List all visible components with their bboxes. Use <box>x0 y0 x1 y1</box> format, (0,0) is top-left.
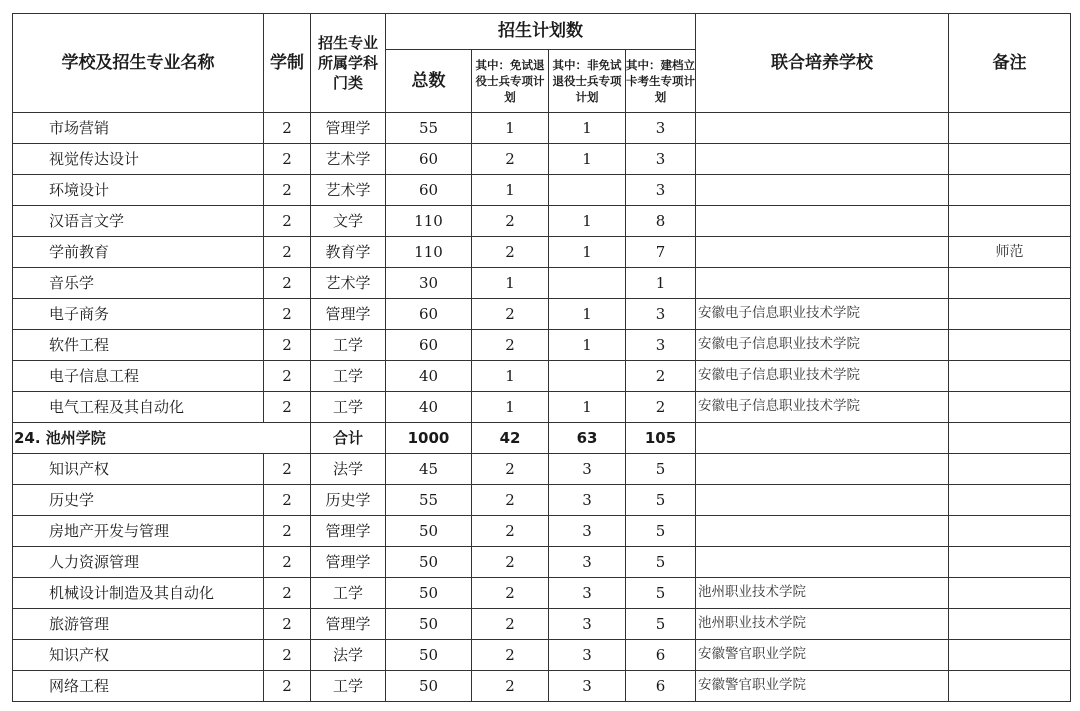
duration: 2 <box>264 330 311 361</box>
category: 管理学 <box>311 516 386 547</box>
partner-school: 池州职业技术学院 <box>696 578 949 609</box>
exempt-veteran: 2 <box>472 299 549 330</box>
nonexempt-veteran: 3 <box>549 485 626 516</box>
table-row <box>13 671 1071 702</box>
poverty: 5 <box>626 547 696 578</box>
exempt-veteran: 1 <box>472 361 549 392</box>
duration: 2 <box>264 113 311 144</box>
poverty: 6 <box>626 671 696 702</box>
note <box>949 206 1071 237</box>
major-name: 视觉传达设计 <box>13 144 264 175</box>
category: 历史学 <box>311 485 386 516</box>
nonexempt-veteran: 3 <box>549 640 626 671</box>
duration: 2 <box>264 299 311 330</box>
header-name: 学校及招生专业名称 <box>13 14 264 113</box>
note <box>949 516 1071 547</box>
exempt-veteran: 2 <box>472 144 549 175</box>
table-row <box>13 609 1071 640</box>
table-row <box>13 237 1071 268</box>
poverty: 3 <box>626 113 696 144</box>
duration: 2 <box>264 175 311 206</box>
major-name: 知识产权 <box>13 454 264 485</box>
nonexempt-veteran <box>549 361 626 392</box>
note <box>949 671 1071 702</box>
partner-school: 安徽电子信息职业技术学院 <box>696 392 949 423</box>
header-partner: 联合培养学校 <box>696 14 949 113</box>
table-row <box>13 578 1071 609</box>
partner-school <box>696 454 949 485</box>
header-category: 招生专业所属学科门类 <box>311 14 386 113</box>
note <box>949 175 1071 206</box>
note <box>949 392 1071 423</box>
category: 艺术学 <box>311 268 386 299</box>
duration: 2 <box>264 268 311 299</box>
duration: 2 <box>264 206 311 237</box>
table-row <box>13 330 1071 361</box>
table-header <box>13 14 1071 113</box>
table-row <box>13 454 1071 485</box>
partner-school <box>696 237 949 268</box>
header-poverty: 其中：建档立卡考生专项计划 <box>626 50 696 113</box>
category: 管理学 <box>311 547 386 578</box>
duration: 2 <box>264 392 311 423</box>
major-name: 人力资源管理 <box>13 547 264 578</box>
partner-school: 池州职业技术学院 <box>696 609 949 640</box>
total: 45 <box>386 454 472 485</box>
category: 艺术学 <box>311 144 386 175</box>
partner-school: 安徽电子信息职业技术学院 <box>696 330 949 361</box>
note <box>949 144 1071 175</box>
duration: 2 <box>264 454 311 485</box>
table-row <box>13 516 1071 547</box>
poverty: 3 <box>626 330 696 361</box>
category: 工学 <box>311 671 386 702</box>
nonexempt-veteran: 1 <box>549 206 626 237</box>
major-name: 市场营销 <box>13 113 264 144</box>
duration: 2 <box>264 578 311 609</box>
poverty: 5 <box>626 454 696 485</box>
school-name: 24. 池州学院 <box>13 423 311 454</box>
major-name: 软件工程 <box>13 330 264 361</box>
poverty: 5 <box>626 609 696 640</box>
total: 110 <box>386 206 472 237</box>
note <box>949 268 1071 299</box>
duration: 2 <box>264 361 311 392</box>
total: 30 <box>386 268 472 299</box>
partner-school: 安徽警官职业学院 <box>696 640 949 671</box>
nonexempt-veteran: 3 <box>549 609 626 640</box>
header-note: 备注 <box>949 14 1071 113</box>
total: 50 <box>386 516 472 547</box>
major-name: 旅游管理 <box>13 609 264 640</box>
nonexempt-veteran: 3 <box>549 516 626 547</box>
table-row <box>13 392 1071 423</box>
major-name: 知识产权 <box>13 640 264 671</box>
exempt-veteran: 2 <box>472 485 549 516</box>
partner-school <box>696 516 949 547</box>
duration: 2 <box>264 547 311 578</box>
note <box>949 361 1071 392</box>
category: 工学 <box>311 392 386 423</box>
category: 管理学 <box>311 609 386 640</box>
category: 法学 <box>311 640 386 671</box>
total: 110 <box>386 237 472 268</box>
exempt-veteran: 2 <box>472 516 549 547</box>
major-name: 机械设计制造及其自动化 <box>13 578 264 609</box>
note <box>949 330 1071 361</box>
exempt-veteran: 2 <box>472 578 549 609</box>
note: 师范 <box>949 237 1071 268</box>
total: 60 <box>386 144 472 175</box>
table-row <box>13 206 1071 237</box>
category: 艺术学 <box>311 175 386 206</box>
school-nonexempt: 63 <box>549 423 626 454</box>
partner-school: 安徽电子信息职业技术学院 <box>696 361 949 392</box>
major-name: 汉语言文学 <box>13 206 264 237</box>
category: 工学 <box>311 330 386 361</box>
school-note <box>949 423 1071 454</box>
poverty: 6 <box>626 640 696 671</box>
exempt-veteran: 2 <box>472 330 549 361</box>
poverty: 5 <box>626 578 696 609</box>
major-name: 网络工程 <box>13 671 264 702</box>
nonexempt-veteran: 3 <box>549 578 626 609</box>
table-row <box>13 299 1071 330</box>
partner-school <box>696 547 949 578</box>
table-row <box>13 144 1071 175</box>
nonexempt-veteran: 3 <box>549 547 626 578</box>
total: 40 <box>386 392 472 423</box>
table-body <box>13 113 1071 702</box>
nonexempt-veteran: 1 <box>549 330 626 361</box>
total: 50 <box>386 578 472 609</box>
note <box>949 299 1071 330</box>
duration: 2 <box>264 640 311 671</box>
school-total-row <box>13 423 1071 454</box>
category: 工学 <box>311 361 386 392</box>
poverty: 3 <box>626 144 696 175</box>
header-total: 总数 <box>386 50 472 113</box>
table-row <box>13 113 1071 144</box>
school-total: 1000 <box>386 423 472 454</box>
category: 管理学 <box>311 113 386 144</box>
poverty: 3 <box>626 299 696 330</box>
nonexempt-veteran: 1 <box>549 392 626 423</box>
table-row <box>13 547 1071 578</box>
poverty: 2 <box>626 392 696 423</box>
exempt-veteran: 1 <box>472 268 549 299</box>
total: 60 <box>386 175 472 206</box>
duration: 2 <box>264 516 311 547</box>
nonexempt-veteran <box>549 268 626 299</box>
total: 50 <box>386 609 472 640</box>
major-name: 音乐学 <box>13 268 264 299</box>
duration: 2 <box>264 671 311 702</box>
poverty: 2 <box>626 361 696 392</box>
category: 文学 <box>311 206 386 237</box>
category: 管理学 <box>311 299 386 330</box>
partner-school: 安徽警官职业学院 <box>696 671 949 702</box>
nonexempt-veteran: 3 <box>549 671 626 702</box>
total: 60 <box>386 299 472 330</box>
nonexempt-veteran: 1 <box>549 113 626 144</box>
total: 50 <box>386 671 472 702</box>
duration: 2 <box>264 485 311 516</box>
partner-school <box>696 113 949 144</box>
category: 法学 <box>311 454 386 485</box>
note <box>949 113 1071 144</box>
exempt-veteran: 1 <box>472 175 549 206</box>
poverty: 1 <box>626 268 696 299</box>
duration: 2 <box>264 144 311 175</box>
table-row <box>13 640 1071 671</box>
major-name: 电子信息工程 <box>13 361 264 392</box>
major-name: 历史学 <box>13 485 264 516</box>
major-name: 房地产开发与管理 <box>13 516 264 547</box>
exempt-veteran: 2 <box>472 237 549 268</box>
total: 55 <box>386 113 472 144</box>
exempt-veteran: 2 <box>472 206 549 237</box>
category: 工学 <box>311 578 386 609</box>
poverty: 3 <box>626 175 696 206</box>
header-duration: 学制 <box>264 14 311 113</box>
exempt-veteran: 1 <box>472 392 549 423</box>
exempt-veteran: 2 <box>472 547 549 578</box>
table-row <box>13 175 1071 206</box>
duration: 2 <box>264 609 311 640</box>
table-row <box>13 268 1071 299</box>
nonexempt-veteran: 1 <box>549 299 626 330</box>
note <box>949 547 1071 578</box>
poverty: 8 <box>626 206 696 237</box>
note <box>949 578 1071 609</box>
header-plan-group: 招生计划数 <box>386 14 696 50</box>
note <box>949 609 1071 640</box>
partner-school <box>696 485 949 516</box>
partner-school <box>696 268 949 299</box>
header-exempt-veteran: 其中：免试退役士兵专项计划 <box>472 50 549 113</box>
major-name: 电气工程及其自动化 <box>13 392 264 423</box>
major-name: 电子商务 <box>13 299 264 330</box>
school-total-label: 合计 <box>311 423 386 454</box>
total: 40 <box>386 361 472 392</box>
total: 50 <box>386 640 472 671</box>
exempt-veteran: 2 <box>472 640 549 671</box>
poverty: 5 <box>626 516 696 547</box>
exempt-veteran: 2 <box>472 671 549 702</box>
partner-school <box>696 175 949 206</box>
nonexempt-veteran: 1 <box>549 237 626 268</box>
major-name: 环境设计 <box>13 175 264 206</box>
enrollment-plan-table <box>12 13 1071 702</box>
major-name: 学前教育 <box>13 237 264 268</box>
partner-school <box>696 144 949 175</box>
school-exempt: 42 <box>472 423 549 454</box>
partner-school <box>696 206 949 237</box>
table-row <box>13 361 1071 392</box>
total: 55 <box>386 485 472 516</box>
note <box>949 454 1071 485</box>
nonexempt-veteran: 1 <box>549 144 626 175</box>
header-nonexempt-veteran: 其中：非免试退役士兵专项计划 <box>549 50 626 113</box>
total: 50 <box>386 547 472 578</box>
school-poverty: 105 <box>626 423 696 454</box>
category: 教育学 <box>311 237 386 268</box>
school-partner <box>696 423 949 454</box>
table-row <box>13 485 1071 516</box>
exempt-veteran: 2 <box>472 454 549 485</box>
total: 60 <box>386 330 472 361</box>
exempt-veteran: 1 <box>472 113 549 144</box>
exempt-veteran: 2 <box>472 609 549 640</box>
duration: 2 <box>264 237 311 268</box>
note <box>949 485 1071 516</box>
nonexempt-veteran: 3 <box>549 454 626 485</box>
poverty: 7 <box>626 237 696 268</box>
note <box>949 640 1071 671</box>
partner-school: 安徽电子信息职业技术学院 <box>696 299 949 330</box>
nonexempt-veteran <box>549 175 626 206</box>
poverty: 5 <box>626 485 696 516</box>
